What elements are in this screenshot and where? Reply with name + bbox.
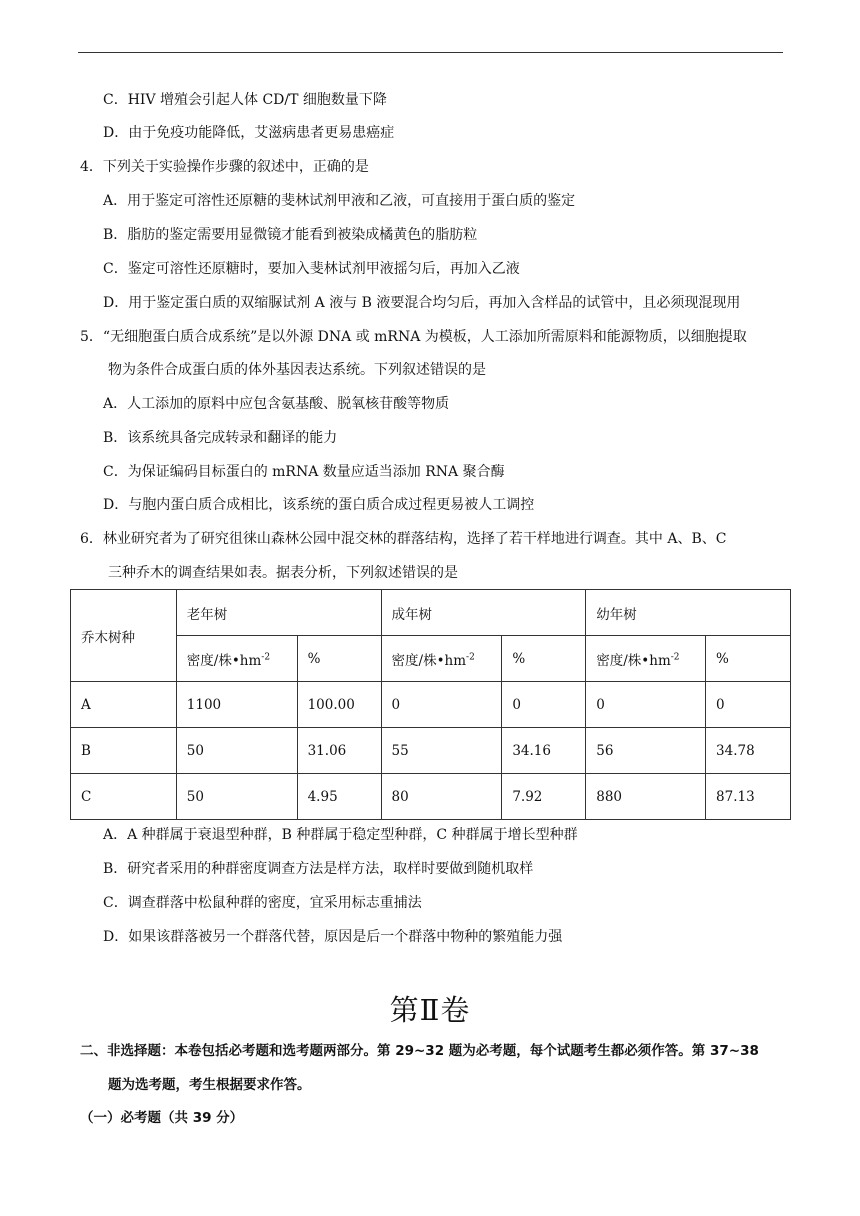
density-header: 密度/株$•hm^{-2}$	[586, 636, 706, 682]
table-cell: 100.00	[297, 682, 381, 728]
density-header: 密度/株$•hm^{-2}$	[381, 636, 502, 682]
table-cell: 1100	[176, 682, 297, 728]
q6-option-c: C．调查群落中松鼠种群的密度，宜采用标志重捕法	[103, 895, 422, 911]
q4-option-d: D．用于鉴定蛋白质的双缩脲试剂 A 液与 B 液要混合均匀后，再加入含样品的试管中，且必须现混现用	[103, 295, 741, 311]
group-header-adult: 成年树	[381, 590, 586, 636]
table-cell: 56	[586, 728, 706, 774]
species-cell: A	[71, 682, 177, 728]
table-cell: 55	[381, 728, 502, 774]
table-row	[71, 682, 791, 728]
table-cell: 87.13	[706, 774, 791, 820]
survey-table	[70, 589, 791, 820]
q4-option-b: B．脂肪的鉴定需要用显微镜才能看到被染成橘黄色的脂肪粒	[103, 227, 478, 243]
q5-stem-line1: 5．“无细胞蛋白质合成系统”是以外源 DNA 或 mRNA 为模板，人工添加所需原料和能源物质，以细胞提取	[80, 329, 747, 345]
header-rule	[78, 52, 783, 53]
part2-intro-line2: 题为选考题，考生根据要求作答。	[108, 1077, 311, 1093]
table-cell: 50	[176, 774, 297, 820]
table-cell: 31.06	[297, 728, 381, 774]
table-cell: 0	[502, 682, 586, 728]
percent-header: %	[706, 636, 791, 682]
q5-stem-line2: 物为条件合成蛋白质的体外基因表达系统。下列叙述错误的是	[108, 362, 486, 378]
section-title: 第Ⅱ卷	[389, 993, 471, 1027]
q6-option-b: B．研究者采用的种群密度调查方法是样方法，取样时要做到随机取样	[103, 861, 534, 877]
table-row	[71, 728, 791, 774]
part2-intro-line1: 二、非选择题：本卷包括必考题和选考题两部分。第 29~32 题为必考题，每个试题考生都必须作答。第 37~38	[80, 1043, 759, 1059]
table-cell: 7.92	[502, 774, 586, 820]
table-cell: 880	[586, 774, 706, 820]
q6-option-a: A．A 种群属于衰退型种群，B 种群属于稳定型种群，C 种群属于增长型种群	[103, 827, 578, 843]
species-cell: B	[71, 728, 177, 774]
table-cell: 0	[586, 682, 706, 728]
q6-stem-line2: 三种乔木的调查结果如表。据表分析，下列叙述错误的是	[108, 565, 458, 581]
species-cell: C	[71, 774, 177, 820]
table-cell: 0	[381, 682, 502, 728]
table-cell: 0	[706, 682, 791, 728]
table-row	[71, 774, 791, 820]
table-cell: 50	[176, 728, 297, 774]
table-cell: 80	[381, 774, 502, 820]
table-corner-header: 乔木树种	[71, 590, 177, 682]
table-cell: 34.78	[706, 728, 791, 774]
part2-subheading: （一）必考题（共 39 分）	[80, 1110, 244, 1126]
table-cell: 34.16	[502, 728, 586, 774]
density-header: 密度/株$•hm^{-2}$	[176, 636, 297, 682]
group-header-young: 幼年树	[586, 590, 791, 636]
q4-stem: 4．下列关于实验操作步骤的叙述中，正确的是	[80, 159, 369, 175]
q6-option-d: D．如果该群落被另一个群落代替，原因是后一个群落中物种的繁殖能力强	[103, 929, 563, 945]
percent-header: %	[297, 636, 381, 682]
q6-stem-line1: 6．林业研究者为了研究徂徕山森林公园中混交林的群落结构，选择了若干样地进行调查。其中 A、B、C	[80, 531, 727, 547]
q3-option-c: C．HIV 增殖会引起人体 CD/T 细胞数量下降	[103, 92, 387, 108]
q5-option-b: B．该系统具备完成转录和翻译的能力	[103, 430, 338, 446]
q5-option-d: D．与胞内蛋白质合成相比，该系统的蛋白质合成过程更易被人工调控	[103, 497, 535, 513]
percent-header: %	[502, 636, 586, 682]
q3-option-d: D．由于免疫功能降低，艾滋病患者更易患癌症	[103, 125, 395, 141]
q5-option-c: C．为保证编码目标蛋白的 mRNA 数量应适当添加 RNA 聚合酶	[103, 464, 505, 480]
table-cell: 4.95	[297, 774, 381, 820]
group-header-old: 老年树	[176, 590, 381, 636]
q4-option-a: A．用于鉴定可溶性还原糖的斐林试剂甲液和乙液，可直接用于蛋白质的鉴定	[103, 193, 576, 209]
q4-option-c: C．鉴定可溶性还原糖时，要加入斐林试剂甲液摇匀后，再加入乙液	[103, 261, 520, 277]
q5-option-a: A．人工添加的原料中应包含氨基酸、脱氧核苷酸等物质	[103, 396, 450, 412]
